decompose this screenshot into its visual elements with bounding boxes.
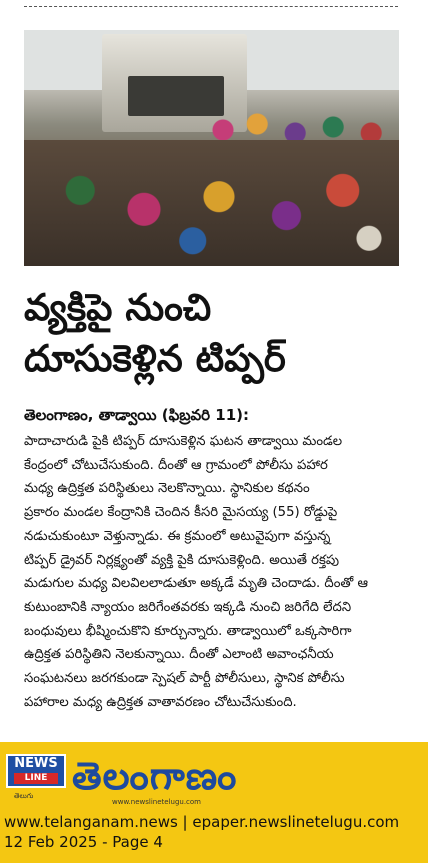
logo-tagline: తెలుగు [14, 792, 34, 800]
headline-line: వ్యక్తిపై నుంచి [24, 286, 212, 329]
body-line: మధ్య ఉద్రిక్తత పరిస్థితులు నెలకొన్నాయి. స్థానికుల కథనం [24, 481, 310, 497]
body-line: కుటుంబానికి న్యాయం జరిగేంతవరకు ఇక్కడి నుంచి జరిగేది లేదని [24, 599, 352, 615]
body-line: టిప్పర్ డ్రైవర్ నిర్లక్ష్యంతో వ్యక్తి పైకి దూసుకెళ్లింది. అయితే రక్తపు [24, 552, 340, 568]
logo-news-text: NEWS [14, 756, 58, 771]
body-line: సంఘటనలు జరగకుండా స్పెషల్ పార్టీ పోలీసులు, స్థానిక పోలీసు [24, 671, 345, 687]
news-photo [24, 30, 399, 266]
footer-links[interactable]: www.telanganam.news | epaper.newslinetelugu.com [4, 813, 400, 831]
brand-name: తెలంగాణం [72, 754, 238, 798]
article-dateline: తెలంగాణం, తాడ్వాయి (ఫిబ్రవరి 11): [24, 406, 249, 424]
body-line: పహారాల మధ్య ఉద్రిక్తత వాతావరణం చోటుచేసుకుంది. [24, 694, 297, 710]
top-dashed-rule [24, 6, 398, 7]
newsline-logo-badge [6, 754, 66, 788]
body-line: నడుచుకుంటూ వెళ్తున్నాడు. ఈ క్రమంలో అటువైపుగా వస్తున్న [24, 528, 331, 544]
article-headline [24, 282, 404, 384]
article-body [24, 430, 399, 714]
headline-line: దూసుకెళ్లిన టిప్పర్ [24, 337, 286, 380]
photo-seated-crowd [24, 140, 399, 266]
body-line: ప్రకారం మండల కేంద్రానికి చెందిన కీసరి మైసయ్య (55) రోడ్డుపై [24, 505, 338, 521]
body-line: ఉద్రిక్తత పరిస్థితిని నెలకున్నాయి. దీంతో ఎలాంటి అవాంఛనీయ [24, 647, 334, 663]
body-line: బంధువులు భీష్మించుకొని కూర్చున్నారు. తాడ్వాయిలో ఒక్కసారిగా [24, 623, 352, 639]
footer-date-page: 12 Feb 2025 - Page 4 [4, 833, 163, 851]
logo-line-text: LINE [14, 773, 58, 784]
footer-banner [0, 742, 428, 863]
brand-url: www.newslinetelugu.com [112, 798, 201, 806]
body-line: మడుగుల మధ్య విలవిలలాడుతూ అక్కడే మృతి చెందాడు. దీంతో ఆ [24, 576, 368, 592]
body-line: కేంద్రంలో చోటుచేసుకుంది. దీంతో ఆ గ్రామంలో పోలీసు పహార [24, 457, 328, 473]
body-line: పాదాచారుడి పైకి టిప్పర్ దూసుకెళ్లిన ఘటన తాడ్వాయి మండల [24, 434, 343, 449]
newsline-logo [6, 754, 66, 804]
